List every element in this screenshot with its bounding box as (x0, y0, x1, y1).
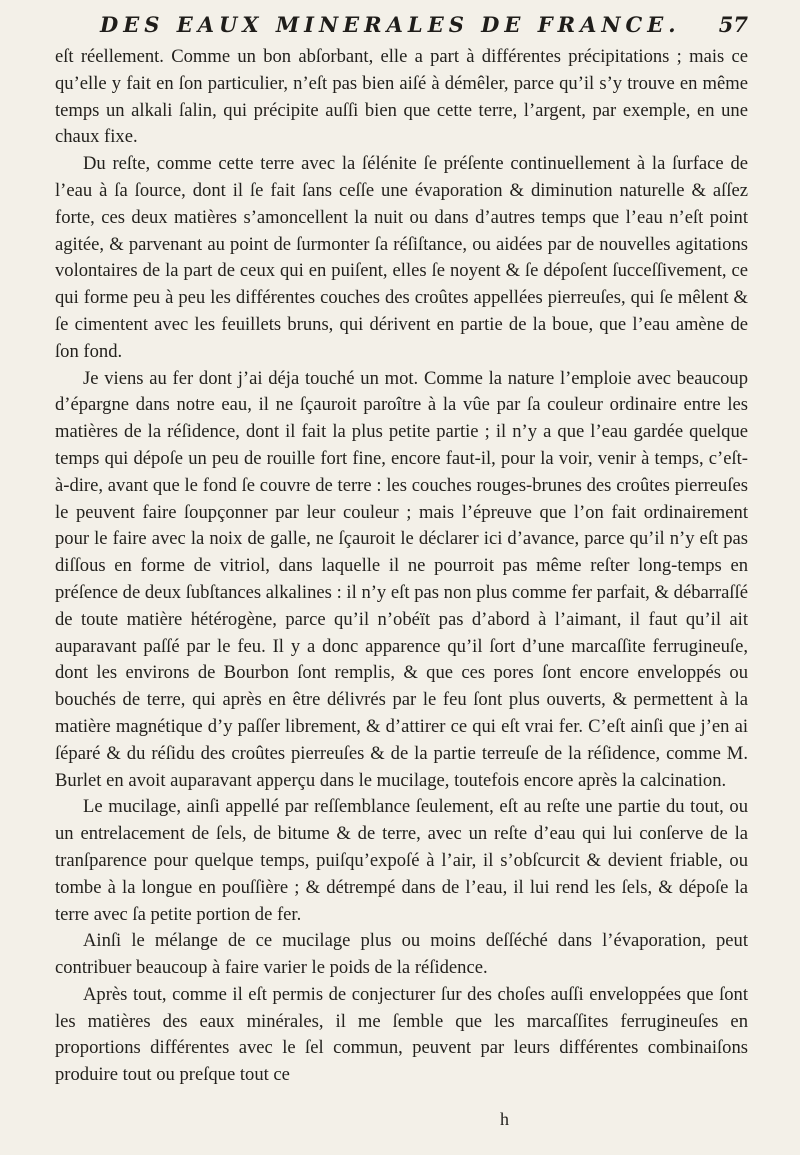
paragraph: Je viens au fer dont j’ai déja touché un mot. Comme la nature l’emploie avec beaucoup d’épargne dans notre eau, il ne ſçauroit paroître à la vûe par ſa couleur ordinaire entre les matières de la réſidence, dont il fait la plus petite partie ; il n’y a que l’eau gardée quelque temps qui dépoſe un peu de rouille fort fine, encore faut-il, pour la voir, venir à temps, c’eſt-à-dire, avant que le fond ſe couvre de terre : les couches rouges-brunes des croûtes pierreuſes le peuvent faire ſoupçonner par leur couleur ; mais l’épreuve que l’on fait ordinairement pour le faire avec la noix de galle, ne ſçauroit le déclarer ici d’avance, parce qu’il n’y eſt pas diſſous en forme de vitriol, dans laquelle il ne pourroit pas même reſter long-temps en préſence de deux ſubſtances alkalines : il n’y eſt pas non plus comme fer parfait, & débarraſſé de toute matière hétérogène, parce qu’il n’obéït pas d’abord à l’aimant, il faut qu’il ait auparavant paſſé par le feu. Il y a donc apparence qu’il ſort d’une marcaſſite ferrugineuſe, dont les environs de Bourbon ſont remplis, & que ces pores ſont encore enveloppés ou bouchés de terre, qui après en être délivrés par le feu ſont plus ouverts, & permettent à la matière magnétique d’y paſſer librement, & d’attirer ce qui eſt vrai fer. C’eſt ainſi que j’en ai ſéparé & du réſidu des croûtes pierreuſes & de la partie terreuſe de la réſidence, comme M. Burlet en avoit auparavant apperçu dans le mucilage, toutefois encore après la calcination. (55, 367, 748, 791)
paragraph: eſt réellement. Comme un bon abſorbant, elle a part à différentes précipitations ; mais ce qu’elle y fait en ſon particulier, n’eſt pas bien aiſé à démêler, parce qu’il s’y trouve en même temps un alkali ſalin, qui précipite auſſi bien que cette terre, l’argent, par exemple, en une chaux fixe. (55, 46, 748, 148)
body-text (55, 44, 748, 1089)
paragraph: Du reſte, comme cette terre avec la ſélénite ſe préſente continuellement à la ſurface de l’eau à ſa ſource, dont il ſe fait ſans ceſſe une évaporation & diminution naturelle & aſſez forte, ces deux matières s’amoncellent la nuit ou dans d’autres temps que l’eau n’eſt point agitée, & parvenant au point de ſurmonter ſa réſiſtance, ou aidées par de nouvelles agitations volontaires de la part de ceux qui en puiſent, elles ſe noyent & ſe dépoſent ſucceſſivement, ce qui forme peu à peu les différentes couches des croûtes appellées pierreuſes, qui ſe mêlent & ſe cimentent avec les feuillets bruns, qui dérivent en partie de la boue, que l’eau amène de ſon fond. (55, 153, 748, 362)
running-head: DES EAUX MINERALES DE FRANCE. (100, 12, 681, 37)
signature-mark: h (500, 1109, 509, 1129)
page-number: 57 (718, 12, 748, 37)
paragraph: Ainſi le mélange de ce mucilage plus ou moins deſſéché dans l’évaporation, peut contribuer beaucoup à faire varier le poids de la réſidence. (55, 930, 748, 979)
page-header (100, 12, 748, 38)
paragraph: Après tout, comme il eſt permis de conjecturer ſur des choſes auſſi enveloppées que ſont les matières des eaux minérales, il me ſemble que les marcaſſites ferrugineuſes en proportions différentes avec le ſel commun, peuvent par leurs différentes combinaiſons produire tout ou preſque tout ce (55, 983, 748, 1086)
paragraph: Le mucilage, ainſi appellé par reſſemblance ſeulement, eſt au reſte une partie du tout, ou un entrelacement de ſels, de bitume & de terre, avec un reſte d’eau qui lui conſerve de la tranſparence pour quelque temps, puiſqu’expoſé à l’air, il s’obſcurcit & devient friable, ou tombe à la longue en pouſſière ; & détrempé dans de l’eau, il lui rend les ſels, & dépoſe la terre avec ſa petite portion de fer. (55, 796, 748, 925)
